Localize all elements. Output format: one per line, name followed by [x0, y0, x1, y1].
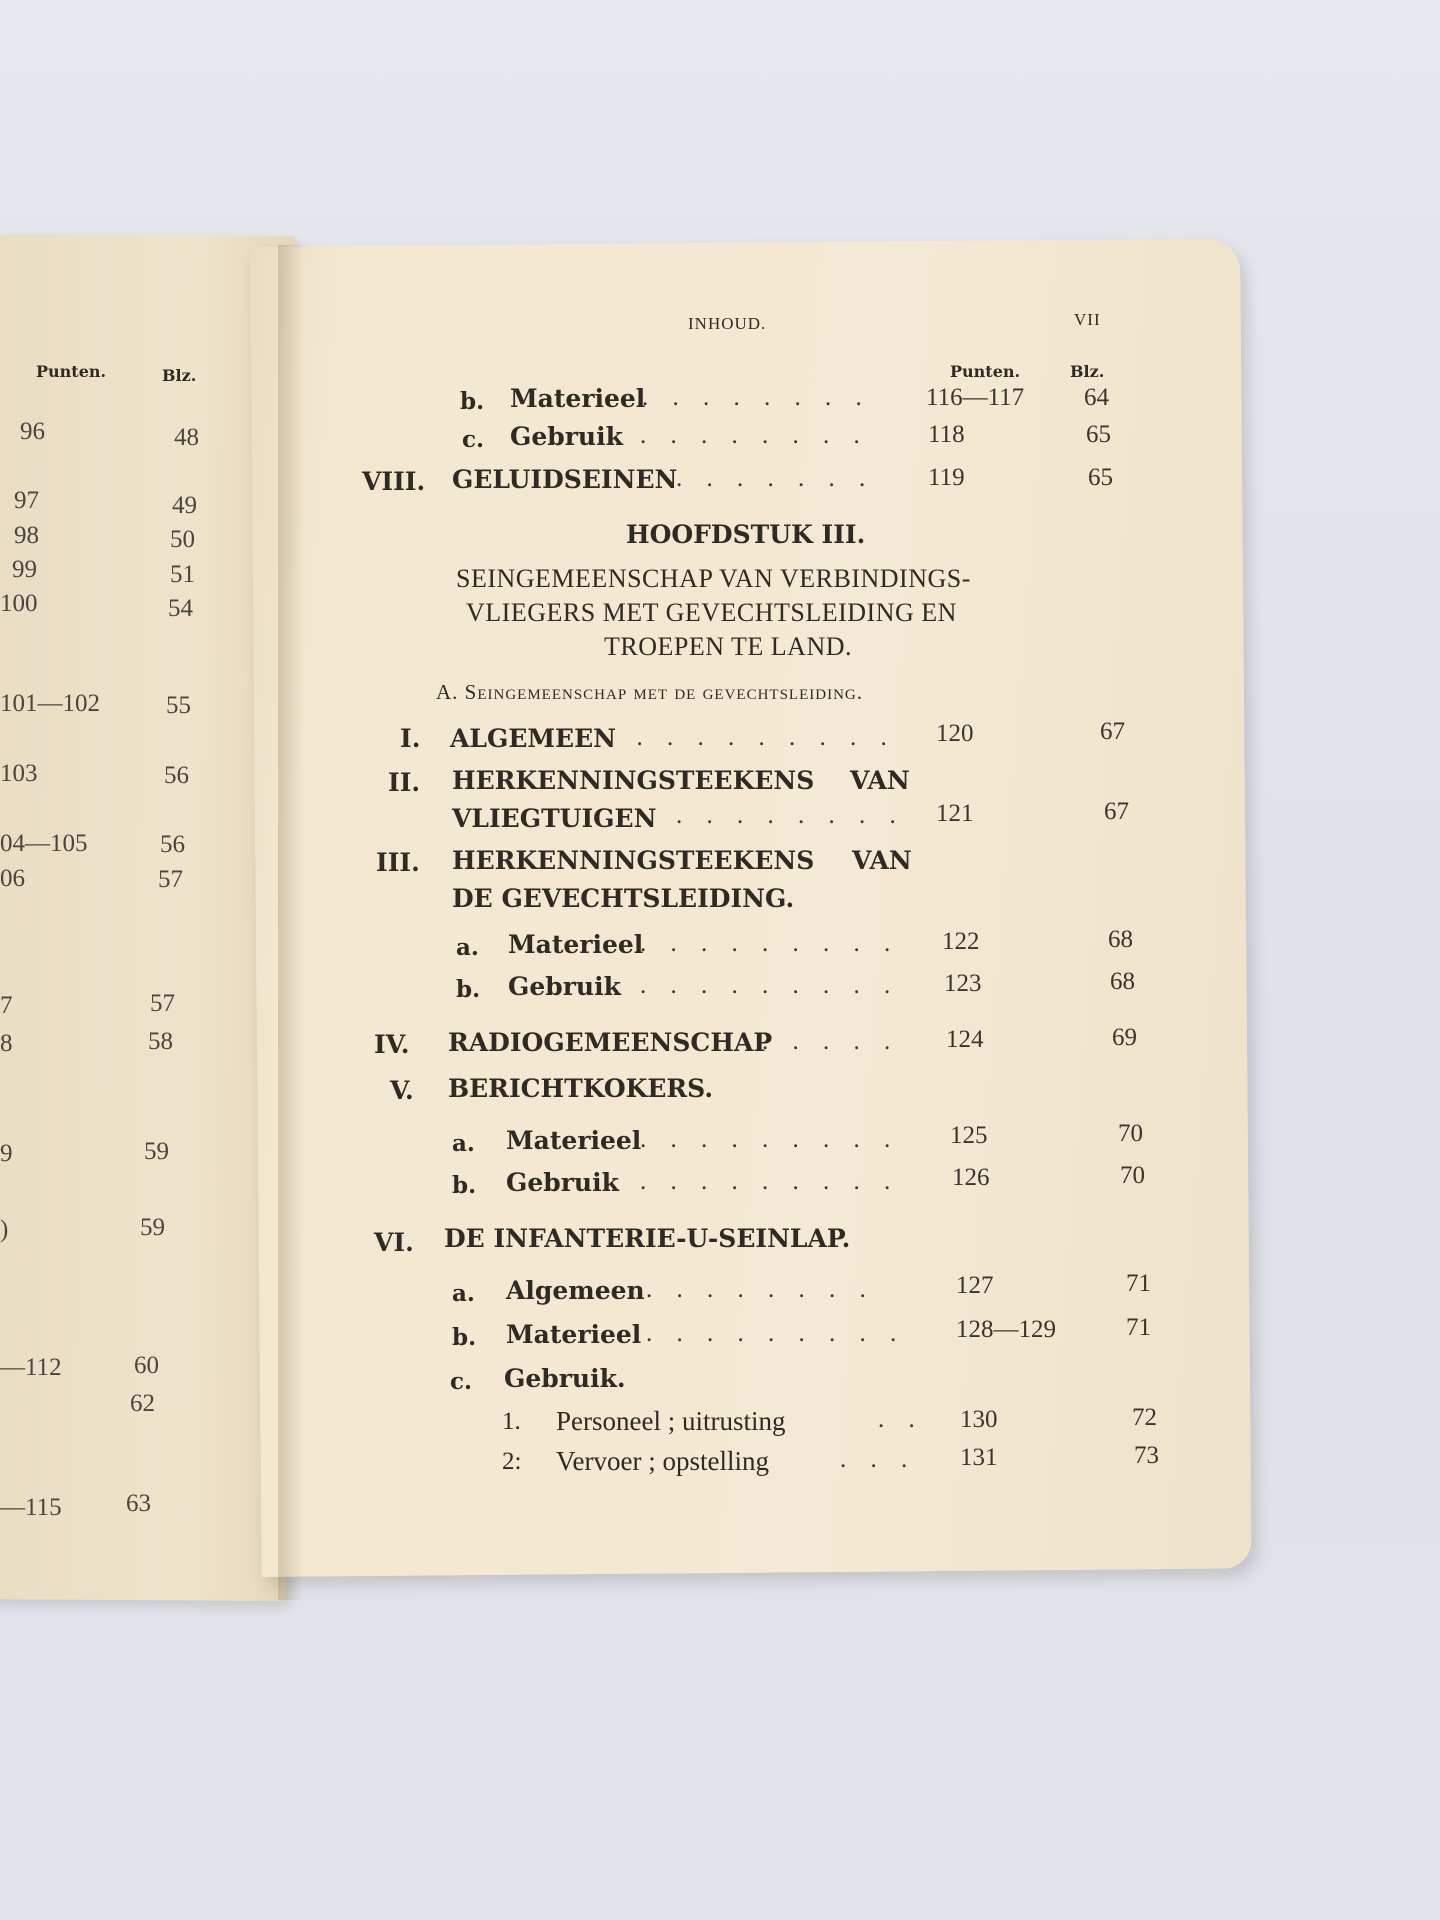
page-number: VII — [1074, 310, 1101, 329]
entry-marker: VI. — [374, 1228, 414, 1257]
entry-title: Materieel — [506, 1126, 642, 1155]
left-row-page: 60 — [134, 1352, 159, 1379]
left-row-page: 49 — [172, 492, 197, 519]
left-row-page: 54 — [168, 595, 193, 622]
leader-dots: . . . . . — [762, 1028, 900, 1055]
entry-title: Personeel ; uitrusting — [556, 1406, 786, 1436]
entry-title: DE INFANTERIE-U-SEINLAP. — [444, 1224, 851, 1253]
entry-points: 128—129 — [956, 1316, 1056, 1343]
entry-title: Gebruik — [508, 972, 621, 1001]
entry-marker: III. — [376, 848, 420, 877]
left-row-page: 55 — [166, 692, 191, 719]
leader-dots: . . . . . . . . . . — [606, 724, 896, 751]
entry-title: Gebruik — [510, 422, 623, 451]
running-head: INHOUD. — [688, 314, 767, 333]
entry-page: 68 — [1110, 968, 1135, 995]
left-row-points: 9 — [0, 1140, 13, 1167]
section-heading: A. Seingemeenschap met de gevechtsleiding. — [436, 680, 863, 704]
left-row-page: 56 — [164, 762, 189, 789]
left-row-page: 59 — [140, 1214, 165, 1241]
left-row-page: 62 — [130, 1390, 155, 1417]
left-row-points: 103 — [0, 760, 38, 787]
entry-page: 71 — [1126, 1270, 1151, 1297]
left-row-page: 58 — [148, 1028, 173, 1055]
col-header-page: Blz. — [1070, 362, 1105, 381]
leader-dots: . . . . . . . . . — [640, 930, 900, 957]
leader-dots: . . . . . . . — [676, 465, 875, 492]
entry-title: HERKENNINGSTEEKENS — [452, 846, 815, 875]
entry-marker: c. — [450, 1368, 473, 1395]
chapter-subtitle-line: SEINGEMEENSCHAP VAN VERBINDINGS- — [456, 564, 971, 593]
entry-points: 119 — [928, 464, 965, 491]
left-row-points: 98 — [14, 522, 39, 549]
left-row-points: 04—105 — [0, 830, 88, 857]
entry-points: 122 — [942, 928, 980, 955]
leader-dots: . . . . . . . . — [640, 422, 869, 449]
entry-marker: VIII. — [362, 467, 426, 496]
entry-marker: I. — [400, 724, 421, 753]
chapter-subtitle-line: TROEPEN TE LAND. — [604, 632, 853, 661]
entry-title: DE GEVECHTSLEIDING. — [452, 884, 795, 913]
left-row-points: —115 — [0, 1494, 62, 1521]
leader-dots: . . . . . . . . — [642, 384, 871, 411]
entry-page: 65 — [1088, 464, 1113, 491]
entry-marker: b. — [456, 976, 481, 1003]
left-row-page: 56 — [160, 831, 185, 858]
book-gutter — [278, 245, 304, 1600]
entry-page: 68 — [1108, 926, 1133, 953]
entry-marker: b. — [452, 1172, 477, 1199]
entry-page: 64 — [1084, 384, 1109, 411]
leader-dots: . . . — [840, 1446, 917, 1473]
col-header-points: Punten. — [950, 362, 1021, 381]
entry-marker: 2: — [502, 1448, 522, 1475]
leader-dots: . . . . . . . . . — [640, 972, 900, 999]
entry-title: BERICHTKOKERS. — [448, 1074, 714, 1103]
left-row-page: 57 — [158, 866, 183, 893]
chapter-title: HOOFDSTUK III. — [626, 520, 866, 549]
entry-title: VLIEGTUIGEN — [452, 804, 657, 833]
left-row-page: 50 — [170, 526, 195, 553]
entry-points: 126 — [952, 1164, 990, 1191]
entry-title: Vervoer ; opstelling — [556, 1446, 769, 1476]
entry-title: Materieel — [510, 384, 646, 413]
entry-title-end: VAN — [850, 766, 910, 795]
left-row-page: 63 — [126, 1490, 151, 1517]
chapter-subtitle-line: VLIEGERS MET GEVECHTSLEIDING EN — [466, 598, 957, 627]
left-row-page: 59 — [144, 1138, 169, 1165]
entry-page: 70 — [1120, 1162, 1145, 1189]
entry-title: RADIOGEMEENSCHAP — [448, 1028, 773, 1057]
leader-dots: . . . . . . . . — [676, 802, 905, 829]
left-col-header-page: Blz. — [162, 366, 197, 385]
left-row-points: 99 — [12, 556, 37, 583]
left-row-page: 51 — [170, 561, 195, 588]
left-row-points: 101—102 — [0, 690, 100, 717]
entry-points: 125 — [950, 1122, 988, 1149]
left-row-points: 96 — [20, 418, 45, 445]
entry-points: 124 — [946, 1026, 984, 1053]
entry-page: 69 — [1112, 1024, 1137, 1051]
entry-page: 67 — [1104, 798, 1129, 825]
entry-page: 65 — [1086, 421, 1111, 448]
entry-points: 120 — [936, 720, 974, 747]
leader-dots: . . . . . . . . — [646, 1276, 875, 1303]
entry-title-end: VAN — [852, 846, 912, 875]
entry-marker: a. — [452, 1130, 475, 1157]
left-row-points: —112 — [0, 1354, 62, 1381]
leader-dots: . . . . . . . . . — [640, 1126, 900, 1153]
left-row-points: 7 — [0, 992, 13, 1019]
entry-marker: V. — [390, 1076, 414, 1105]
entry-title: Materieel — [508, 930, 644, 959]
entry-points: 131 — [960, 1444, 998, 1471]
entry-title: Materieel — [506, 1320, 642, 1349]
entry-points: 118 — [928, 421, 965, 448]
leader-dots: . . . . . . . . . — [640, 1168, 900, 1195]
entry-marker: II. — [388, 768, 421, 797]
entry-title: HERKENNINGSTEEKENS — [452, 766, 815, 795]
left-row-points: 8 — [0, 1030, 13, 1057]
entry-points: 123 — [944, 970, 982, 997]
leader-dots: . . — [878, 1406, 924, 1433]
left-row-points: 06 — [0, 865, 25, 892]
entry-page: 73 — [1134, 1442, 1159, 1469]
left-row-points: 97 — [14, 487, 39, 514]
entry-marker: 1. — [502, 1408, 521, 1435]
entry-title: ALGEMEEN — [450, 724, 617, 753]
left-row-points: ) — [0, 1216, 9, 1243]
leader-dots: . . . . . . . . . — [646, 1320, 906, 1347]
entry-marker: a. — [456, 934, 479, 961]
entry-page: 70 — [1118, 1120, 1143, 1147]
entry-marker: b. — [452, 1324, 477, 1351]
entry-title: GELUIDSEINEN — [452, 465, 678, 494]
entry-page: 71 — [1126, 1314, 1151, 1341]
entry-title: Gebruik — [506, 1168, 619, 1197]
entry-title: Algemeen — [506, 1276, 645, 1305]
entry-page: 67 — [1100, 718, 1125, 745]
entry-points: 130 — [960, 1406, 998, 1433]
entry-marker: a. — [452, 1280, 475, 1307]
entry-page: 72 — [1132, 1404, 1157, 1431]
entry-marker: IV. — [374, 1030, 410, 1059]
entry-marker: c. — [462, 426, 485, 453]
left-col-header-points: Punten. — [36, 362, 107, 381]
left-row-page: 57 — [150, 990, 175, 1017]
entry-points: 121 — [936, 800, 974, 827]
entry-points: 116—117 — [926, 384, 1025, 411]
left-row-page: 48 — [174, 424, 199, 451]
left-row-points: 100 — [0, 590, 38, 617]
entry-title: Gebruik. — [504, 1364, 626, 1393]
entry-marker: b. — [460, 388, 485, 415]
entry-points: 127 — [956, 1272, 994, 1299]
